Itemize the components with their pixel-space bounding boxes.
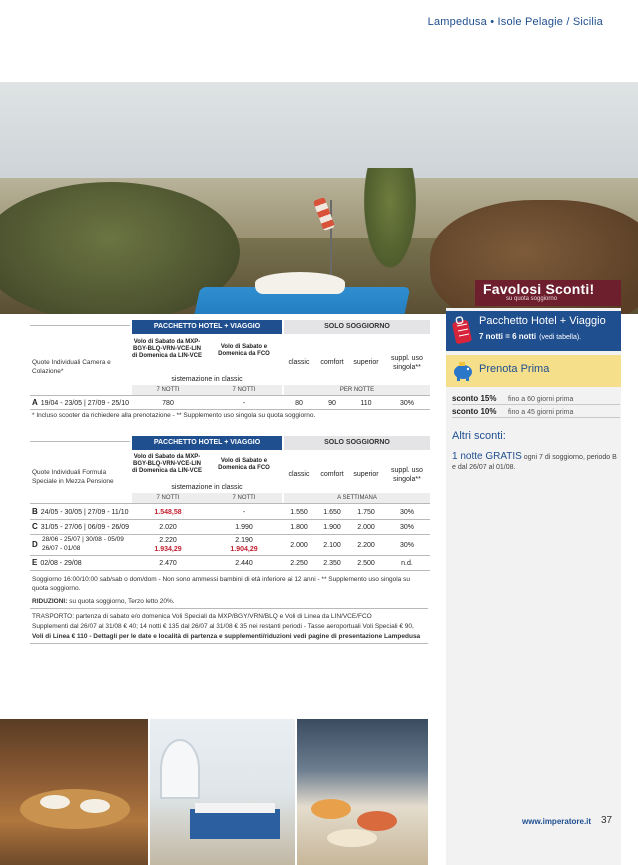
price-cell: 30% [399, 400, 414, 407]
price-cell: 110 [360, 400, 372, 407]
notti-label: 7 NOTTI [156, 495, 180, 501]
col-superior: superior [353, 471, 379, 478]
price-cell: 1.550 [290, 509, 308, 516]
col-flight-fco: Volo di Sabato e Domenica da FCO [218, 344, 270, 357]
package-nights: 7 notti = 6 notti (vedi tabella). [479, 332, 582, 341]
notti-label: 7 NOTTI [156, 387, 180, 393]
price-cell: 1.904,29 [230, 546, 258, 553]
scheduled-flights-note: Voli di Linea € 110 - Dettagli per le date e località di partenza e supplementi/riduzioni vedi pagine di presentazione Lampedusa [32, 633, 421, 640]
package-note: (vedi tabella). [539, 334, 582, 341]
discount-row: sconto 15% fino a 60 giorni prima [452, 394, 620, 405]
suitcase-icon [451, 316, 473, 346]
table-footnote: * Incluso scooter da richiedere alla prenotazione - ** Supplemento uso singola su quota soggiorno. [32, 412, 316, 419]
prenota-prima-box [446, 355, 621, 387]
table-row-title: Quote Individuali Camera e Colazione* [32, 359, 111, 375]
price-cell: 2.000 [290, 542, 308, 549]
table-row: C 31/05 - 27/06 | 06/09 - 26/09 [32, 522, 129, 531]
pack-header: PACCHETTO HOTEL + VIAGGIO [132, 320, 282, 334]
col-flight-fco: Volo di Sabato e Domenica da FCO [218, 458, 270, 471]
discount-banner [475, 280, 621, 306]
table-row: A 19/04 - 23/05 | 27/09 - 25/10 [32, 398, 129, 407]
website-url[interactable]: www.imperatore.it [522, 817, 592, 826]
photo-terrace-dining [0, 719, 148, 865]
other-discounts-title: Altri sconti: [452, 430, 506, 442]
price-cell: 1.650 [323, 509, 341, 516]
table-row: E 02/08 - 29/08 [32, 558, 82, 567]
col-classic: classic [288, 471, 310, 478]
sistemazione-label: sistemazione in classic [171, 376, 243, 383]
price-cell: 1.750 [357, 509, 375, 516]
table-row-title: Quote Individuali Formula Speciale in Mezza Pensione [32, 469, 114, 485]
price-cell: 80 [295, 400, 303, 407]
hotel-photos [0, 719, 428, 865]
discount-row: sconto 10% fino a 45 giorni prima [452, 407, 620, 418]
table-row-period: 26/07 - 01/08 [42, 545, 81, 552]
price-cell: 2.250 [290, 560, 308, 567]
prenota-prima-label: Prenota Prima [479, 363, 550, 375]
col-flight-north: Volo di Sabato da MXP-BGY-BLQ-VRN-VCE-LIN di Domenica da LIN-VCE [132, 339, 203, 359]
price-cell: 30% [399, 524, 414, 531]
price-cell: 30% [399, 509, 414, 516]
price-cell: 2.190 [235, 537, 253, 544]
notti-label: 7 NOTTI [232, 495, 256, 501]
price-table-hb [30, 436, 430, 571]
package-title: Pacchetto Hotel + Viaggio [479, 315, 606, 327]
col-single-supplement: suppl. uso singola** [391, 355, 423, 371]
transport-note: TRASPORTO: partenza di sabato e/o domenica Voli Speciali da MXP/BGY/VRN/BLQ e Voli di Linea da LIN/VCE/FCO [32, 613, 372, 620]
price-cell: 2.100 [323, 542, 341, 549]
page-number: 37 [601, 815, 613, 826]
section-title: Lampedusa • Isole Pelagie / Sicilia [427, 16, 603, 28]
pack-header: PACCHETTO HOTEL + VIAGGIO [132, 436, 282, 450]
notti-label: 7 NOTTI [232, 387, 256, 393]
col-superior: superior [353, 359, 379, 366]
table-row: B 24/05 - 30/05 | 27/09 - 11/10 [32, 507, 129, 516]
col-classic: classic [288, 359, 310, 366]
price-cell: 30% [399, 542, 414, 549]
col-flight-north: Volo di Sabato da MXP-BGY-BLQ-VRN-VCE-LIN di Domenica da LIN-VCE [132, 454, 203, 474]
price-cell: 2.200 [357, 542, 375, 549]
sistemazione-label: sistemazione in classic [171, 484, 243, 491]
photo-room [150, 719, 295, 865]
price-cell: 1.934,29 [154, 546, 182, 553]
price-cell: 2.440 [235, 560, 253, 567]
table-row-code: D [32, 540, 38, 549]
price-cell: 90 [328, 400, 336, 407]
offers-sidebar [446, 308, 621, 865]
reductions-note: RIDUZIONI: su quota soggiorno, Terzo letto 20%. [32, 598, 175, 605]
solo-header: SOLO SOGGIORNO [284, 436, 430, 450]
per-notte-label: PER NOTTE [339, 387, 375, 393]
piggy-bank-icon [452, 360, 474, 382]
col-single-supplement: suppl. uso singola** [391, 467, 423, 483]
solo-header: SOLO SOGGIORNO [284, 320, 430, 334]
price-table-bb [30, 320, 430, 425]
col-comfort: comfort [320, 471, 344, 478]
price-cell: 2.220 [159, 537, 177, 544]
stay-notes: Soggiorno 16:00/10:00 sab/sab o dom/dom - Non sono ammessi bambini di età inferiore ai 12 anni - ** Supplemento uso singola su quota soggiorno. [32, 576, 410, 592]
price-cell: 1.900 [323, 524, 341, 531]
package-offer-box [446, 311, 621, 351]
table-row-period: 28/06 - 25/07 | 30/08 - 05/09 [42, 536, 124, 543]
price-cell: 1.800 [290, 524, 308, 531]
price-cell: 1.990 [235, 524, 253, 531]
price-cell: 2.000 [357, 524, 375, 531]
price-cell: 2.470 [159, 560, 177, 567]
price-cell: 780 [162, 400, 174, 407]
a-settimana-label: A SETTIMANA [337, 495, 377, 501]
price-cell: - [242, 509, 246, 516]
price-cell: n.d. [401, 560, 413, 567]
supplements-note: Supplementi dal 26/07 al 31/08 € 40; 14 notti € 135 dal 26/07 al 31/08 € 35 nei restanti periodi - Tasse aeroportuali Voli Speciali € 90, [32, 623, 414, 630]
price-cell: 2.500 [357, 560, 375, 567]
banner-subtitle: su quota soggiorno [506, 296, 558, 302]
price-cell: 2.020 [159, 524, 177, 531]
other-discounts-text: 1 notte GRATIS ogni 7 di soggiorno, periodo B e dal 26/07 al 01/08. [452, 451, 617, 471]
price-cell: - [242, 400, 246, 407]
photo-buffet [297, 719, 428, 865]
banner-title: Favolosi Sconti! [483, 281, 595, 297]
col-comfort: comfort [320, 359, 344, 366]
price-cell: 2.350 [323, 560, 341, 567]
price-cell: 1.548,58 [154, 509, 182, 516]
